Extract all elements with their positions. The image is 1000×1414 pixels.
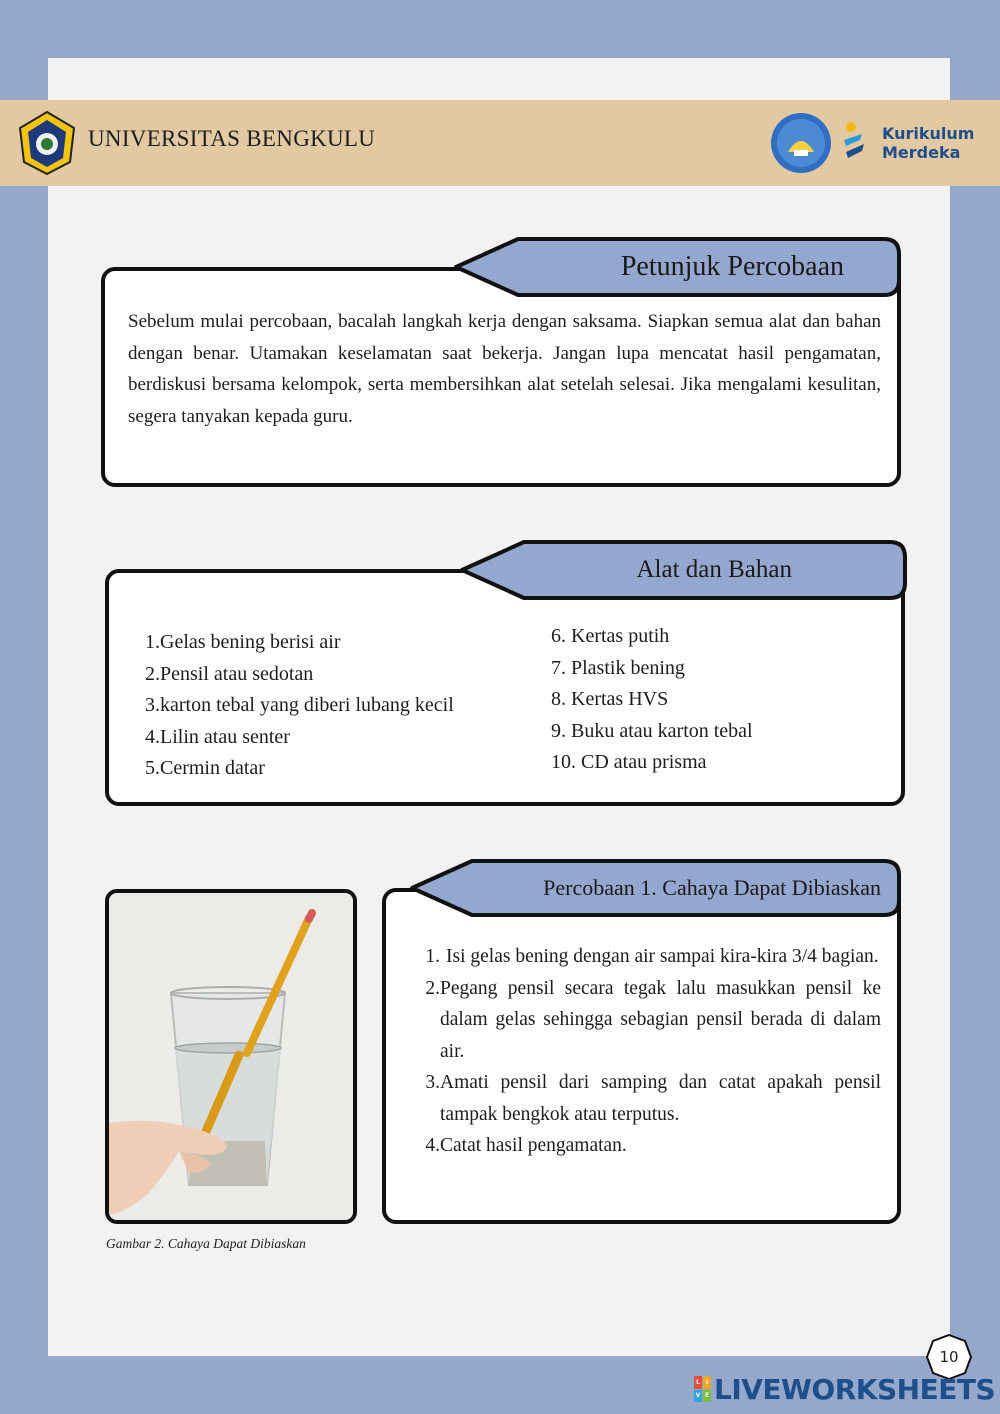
instructions-tab: [452, 236, 902, 298]
list-item: 1. Gelas bening berisi air: [145, 631, 341, 653]
materials-title: Alat dan Bahan: [636, 556, 792, 583]
liveworksheets-brand[interactable]: [694, 1372, 995, 1406]
university-logo: [16, 110, 78, 176]
instructions-title: Petunjuk Percobaan: [620, 251, 844, 282]
experiment-title: Percobaan 1. Cahaya Dapat Dibiaskan: [543, 875, 881, 900]
experiment-tab: [408, 858, 902, 918]
list-item: 7. Plastik bening: [551, 656, 685, 679]
experiment-steps: [420, 941, 881, 1162]
list-item: 2. Pensil atau sedotan: [145, 662, 314, 685]
header-band: [0, 100, 1000, 186]
university-name: UNIVERSITAS BENGKULU: [88, 126, 376, 151]
instructions-text: Sebelum mulai percobaan, bacalah langkah kerja dengan saksama. Siapkan semua alat dan bahan dengan benar. Utamakan keselamatan saat bekerja. Jangan lupa mencatat hasil pengamatan, berdiskusi bersama kelompok, serta membersihkan alat setelah selesai. Jika mengalami kesulitan, segera tanyakan kepada guru.: [128, 311, 881, 427]
list-item: 6. Kertas putih: [551, 625, 670, 647]
list-item: 1. Isi gelas bening dengan air sampai kira-kira 3/4 bagian.: [425, 946, 879, 967]
merdeka-label: Merdeka: [882, 143, 961, 162]
list-item: 3. karton tebal yang diberi lubang kecil: [145, 694, 454, 716]
glass-pencil-illustration: [109, 893, 353, 1220]
list-item: 4. Catat hasil pengamatan.: [425, 1135, 627, 1156]
materials-list-left: [140, 627, 530, 785]
tut-wuri-handayani-logo: [770, 112, 832, 174]
list-item: 2. Pegang pensil secara tegak lalu masukkan pensil ke dalam gelas sehingga sebagian pensil berada di dalam air.: [425, 977, 881, 1062]
liveworksheets-icon: L I V E: [694, 1376, 711, 1402]
list-item: 9. Buku atau karton tebal: [551, 719, 753, 742]
list-item: 10. CD atau prisma: [551, 751, 707, 773]
experiment-photo: [105, 889, 357, 1224]
materials-list-right: [551, 621, 871, 779]
list-item: 4. Lilin atau senter: [145, 725, 290, 748]
liveworksheets-text: LIVEWORKSHEETS: [714, 1372, 996, 1406]
page-number: 10: [939, 1348, 959, 1366]
list-item: 5. Cermin datar: [145, 757, 265, 779]
list-item: 3. Amati pensil dari samping dan catat apakah pensil tampak bengkok atau terputus.: [425, 1072, 881, 1125]
kurikulum-merdeka-text: [882, 124, 974, 162]
photo-caption: Gambar 2. Cahaya Dapat Dibiaskan: [106, 1236, 306, 1251]
kurikulum-label: Kurikulum: [882, 124, 975, 143]
kurikulum-merdeka-icon: [840, 118, 870, 168]
materials-tab: [458, 539, 908, 601]
list-item: 8. Kertas HVS: [551, 688, 669, 710]
